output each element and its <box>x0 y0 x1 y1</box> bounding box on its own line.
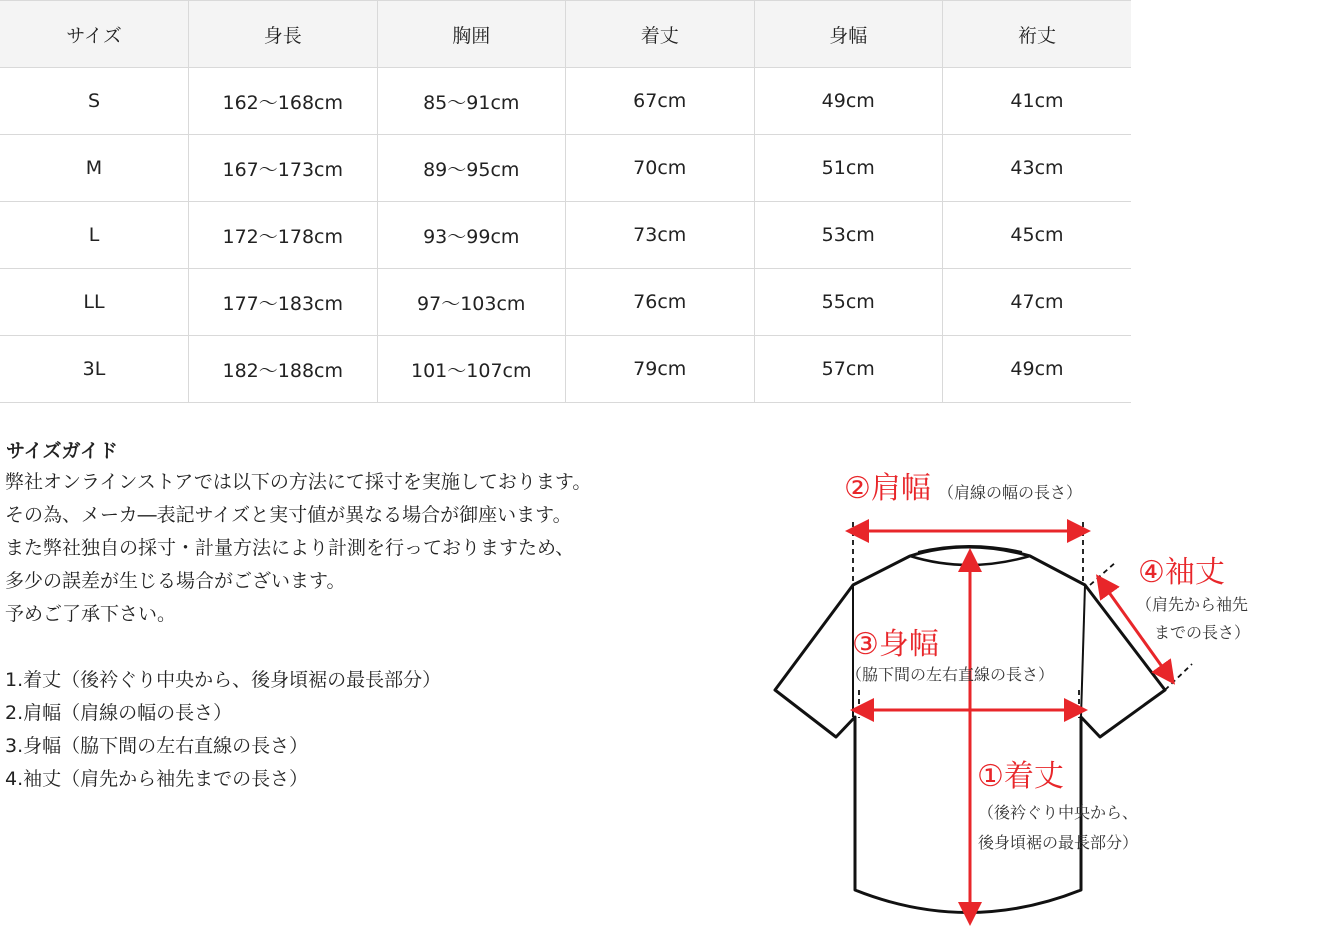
header-body-width: 身幅 <box>754 1 943 68</box>
table-cell: L <box>0 202 189 269</box>
table-row <box>0 336 1131 403</box>
guide-line: 多少の誤差が生じる場合がございます。 <box>5 570 346 592</box>
length-note-1: （後衿ぐり中央から、 <box>978 803 1139 822</box>
table-cell: 51cm <box>754 135 943 202</box>
guide-line: また弊社独自の採寸・計量方法により計測を行っておりますため、 <box>5 537 575 559</box>
table-cell: 47cm <box>943 269 1132 336</box>
size-guide-text <box>5 466 725 796</box>
length-label: ①着丈 <box>977 759 1064 794</box>
table-cell: 53cm <box>754 202 943 269</box>
spacer <box>5 631 725 664</box>
shirt-measurement-diagram <box>770 462 1310 932</box>
table-cell: 3L <box>0 336 189 403</box>
table-cell: 97〜103cm <box>377 269 566 336</box>
table-cell: 43cm <box>943 135 1132 202</box>
table-cell: 182〜188cm <box>189 336 378 403</box>
table-cell: S <box>0 68 189 135</box>
guide-line: 予めご了承下さい。 <box>5 603 177 625</box>
table-cell: 85〜91cm <box>377 68 566 135</box>
table-row <box>0 202 1131 269</box>
guide-item: 2.肩幅（肩線の幅の長さ） <box>5 702 233 724</box>
header-sleeve: 裄丈 <box>943 1 1132 68</box>
table-cell: 73cm <box>566 202 755 269</box>
table-cell: 167〜173cm <box>189 135 378 202</box>
size-guide-title: サイズガイド <box>6 440 118 462</box>
table-row <box>0 68 1131 135</box>
table-cell: LL <box>0 269 189 336</box>
table-cell: 76cm <box>566 269 755 336</box>
body-width-note: （脇下間の左右直線の長さ） <box>846 665 1055 684</box>
table-cell: 67cm <box>566 68 755 135</box>
table-cell: 162〜168cm <box>189 68 378 135</box>
length-note-2: 後身頃裾の最長部分） <box>978 833 1139 852</box>
table-cell: 55cm <box>754 269 943 336</box>
table-header-row <box>0 1 1131 68</box>
table-cell: 45cm <box>943 202 1132 269</box>
table-cell: 57cm <box>754 336 943 403</box>
table-cell: 89〜95cm <box>377 135 566 202</box>
guide-item: 3.身幅（脇下間の左右直線の長さ） <box>5 735 309 757</box>
table-cell: 93〜99cm <box>377 202 566 269</box>
shoulder-note: （肩線の幅の長さ） <box>938 483 1083 502</box>
table-cell: 177〜183cm <box>189 269 378 336</box>
table-cell: 172〜178cm <box>189 202 378 269</box>
sleeve-note-1: （肩先から袖先 <box>1136 595 1249 614</box>
guide-line: 弊社オンラインストアでは以下の方法にて採寸を実施しております。 <box>5 471 592 493</box>
header-height: 身長 <box>189 1 378 68</box>
header-size: サイズ <box>0 1 189 68</box>
table-row <box>0 269 1131 336</box>
table-row <box>0 135 1131 202</box>
size-table <box>0 0 1131 403</box>
table-cell: 49cm <box>754 68 943 135</box>
guide-item: 1.着丈（後衿ぐり中央から、後身頃裾の最長部分） <box>5 669 442 691</box>
table-cell: 41cm <box>943 68 1132 135</box>
body-width-label: ③身幅 <box>852 627 939 662</box>
guide-line: その為、メーカ―表記サイズと実寸値が異なる場合が御座います。 <box>5 504 572 526</box>
table-cell: M <box>0 135 189 202</box>
table-cell: 79cm <box>566 336 755 403</box>
header-chest: 胸囲 <box>377 1 566 68</box>
guide-item: 4.袖丈（肩先から袖先までの長さ） <box>5 768 309 790</box>
sleeve-note-2: までの長さ） <box>1154 623 1251 642</box>
shoulder-label: ②肩幅 <box>844 471 931 506</box>
sleeve-label: ④袖丈 <box>1138 555 1225 590</box>
table-cell: 70cm <box>566 135 755 202</box>
table-cell: 49cm <box>943 336 1132 403</box>
table-cell: 101〜107cm <box>377 336 566 403</box>
header-length: 着丈 <box>566 1 755 68</box>
